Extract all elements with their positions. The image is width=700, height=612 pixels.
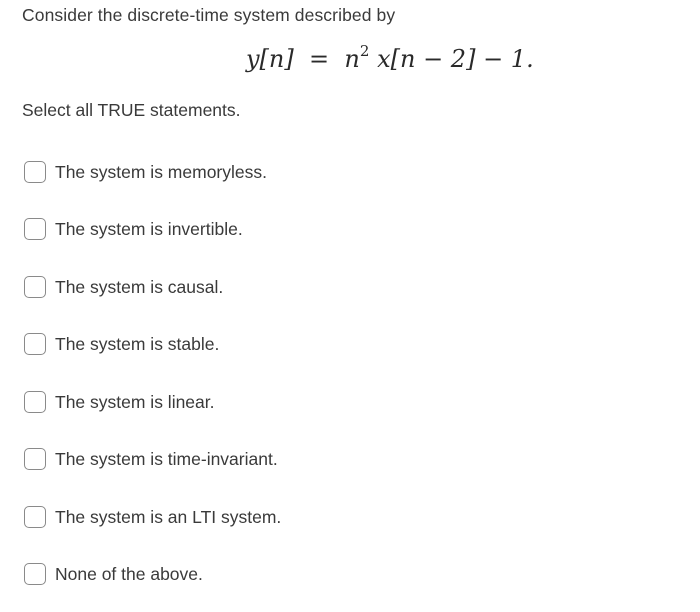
equation-equals: = [309, 45, 330, 73]
option-label: The system is stable. [55, 333, 220, 354]
option-none-of-the-above[interactable] [24, 561, 203, 587]
option-label: The system is time-invariant. [55, 448, 278, 469]
option-memoryless[interactable] [24, 159, 267, 185]
option-label: The system is linear. [55, 391, 215, 412]
equation-lhs: y[n] [246, 45, 294, 73]
option-label: The system is memoryless. [55, 161, 267, 182]
option-label: The system is invertible. [55, 218, 243, 239]
checkbox[interactable] [24, 161, 46, 183]
option-causal[interactable] [24, 274, 223, 300]
equation-rhs-n: n [344, 45, 360, 73]
question-text: Consider the discrete-time system described by [22, 5, 396, 25]
option-label: None of the above. [55, 563, 203, 584]
checkbox[interactable] [24, 333, 46, 355]
checkbox[interactable] [24, 218, 46, 240]
checkbox[interactable] [24, 391, 46, 413]
checkbox[interactable] [24, 448, 46, 470]
option-stable[interactable] [24, 331, 219, 357]
checkbox[interactable] [24, 506, 46, 528]
instruction-text: Select all TRUE statements. [22, 100, 241, 120]
option-invertible[interactable] [24, 216, 243, 242]
system-equation [246, 44, 534, 73]
option-lti-system[interactable] [24, 504, 281, 530]
equation-rhs-rest: x[n − 2] − 1. [377, 45, 534, 73]
option-label: The system is causal. [55, 276, 224, 297]
option-time-invariant[interactable] [24, 446, 278, 472]
equation-exponent: 2 [359, 42, 370, 60]
checkbox[interactable] [24, 276, 46, 298]
option-label: The system is an LTI system. [55, 506, 282, 527]
checkbox[interactable] [24, 563, 46, 585]
option-linear[interactable] [24, 389, 215, 415]
